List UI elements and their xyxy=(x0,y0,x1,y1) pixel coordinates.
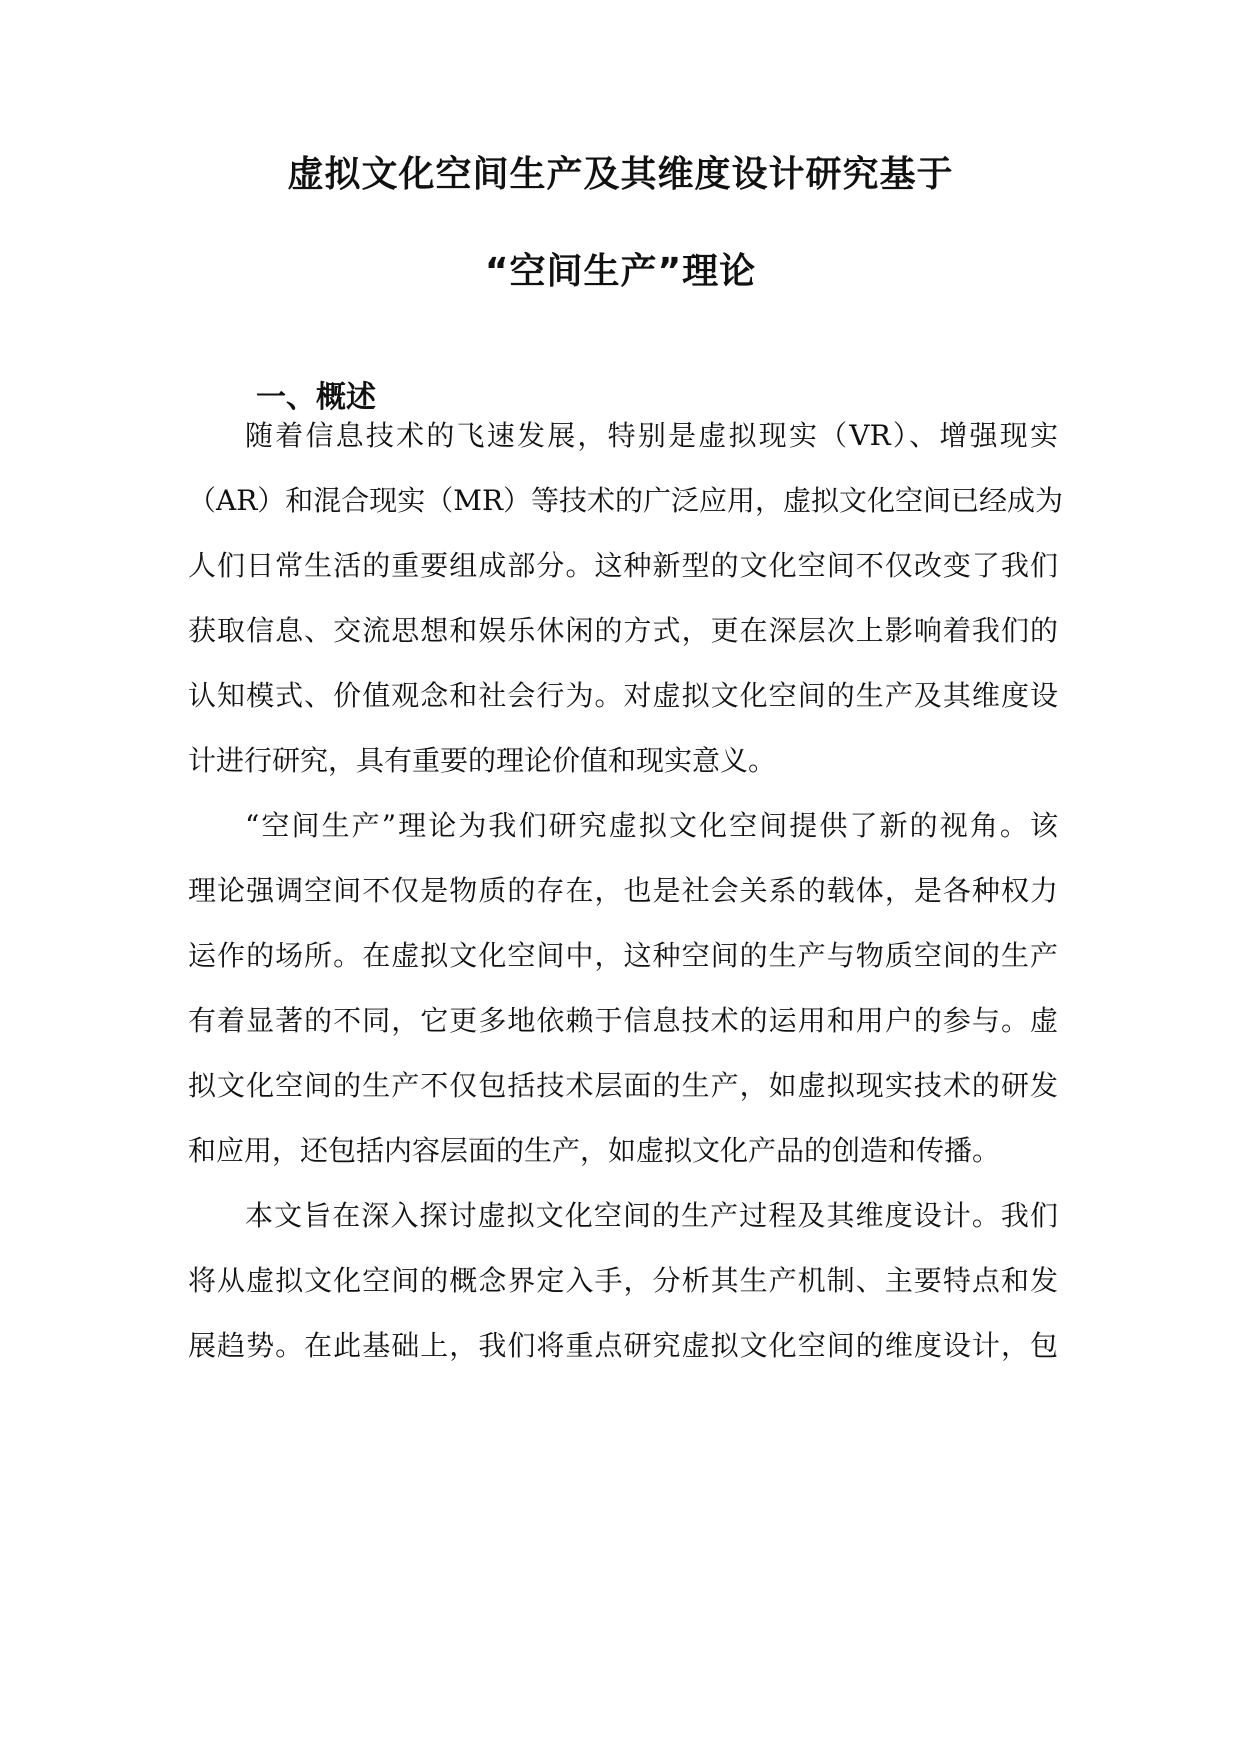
paragraph-line: 和应用，还包括内容层面的生产，如虚拟文化产品的创造和传播。 xyxy=(188,1134,1001,1167)
paragraph-line: 运作的场所。在虚拟文化空间中，这种空间的生产与物质空间的生产 xyxy=(188,939,1058,972)
paragraph-line: 有着显著的不同，它更多地依赖于信息技术的运用和用户的参与。虚 xyxy=(188,1004,1058,1037)
paragraph-line: 随着信息技术的飞速发展，特别是虚拟现实（VR）、增强现实 xyxy=(245,419,1058,452)
paragraph-line: 计进行研究，具有重要的理论价值和现实意义。 xyxy=(188,744,777,777)
paragraph-line: 理论强调空间不仅是物质的存在，也是社会关系的载体，是各种权力 xyxy=(188,874,1058,907)
paragraph-line: 拟文化空间的生产不仅包括技术层面的生产，如虚拟现实技术的研发 xyxy=(188,1069,1058,1102)
paragraph-line: 人们日常生活的重要组成部分。这种新型的文化空间不仅改变了我们 xyxy=(188,549,1058,582)
paragraph-line: （AR）和混合现实（MR）等技术的广泛应用，虚拟文化空间已经成为 xyxy=(188,484,1064,517)
document-title-line-2: “空间生产”理论 xyxy=(484,251,757,292)
document-title-line-1: 虚拟文化空间生产及其维度设计研究基于 xyxy=(287,154,954,195)
paragraph-line: 本文旨在深入探讨虚拟文化空间的生产过程及其维度设计。我们 xyxy=(245,1199,1058,1232)
paragraph-line: 将从虚拟文化空间的概念界定入手，分析其生产机制、主要特点和发 xyxy=(188,1264,1058,1297)
paragraph-line: “空间生产”理论为我们研究虚拟文化空间提供了新的视角。该 xyxy=(245,809,1058,842)
paragraph-line: 展趋势。在此基础上，我们将重点研究虚拟文化空间的维度设计，包 xyxy=(188,1329,1058,1362)
section-heading-overview: 一、概述 xyxy=(256,380,376,415)
paragraph-line: 认知模式、价值观念和社会行为。对虚拟文化空间的生产及其维度设 xyxy=(188,679,1058,712)
paragraph-line: 获取信息、交流思想和娱乐休闲的方式，更在深层次上影响着我们的 xyxy=(188,614,1058,647)
